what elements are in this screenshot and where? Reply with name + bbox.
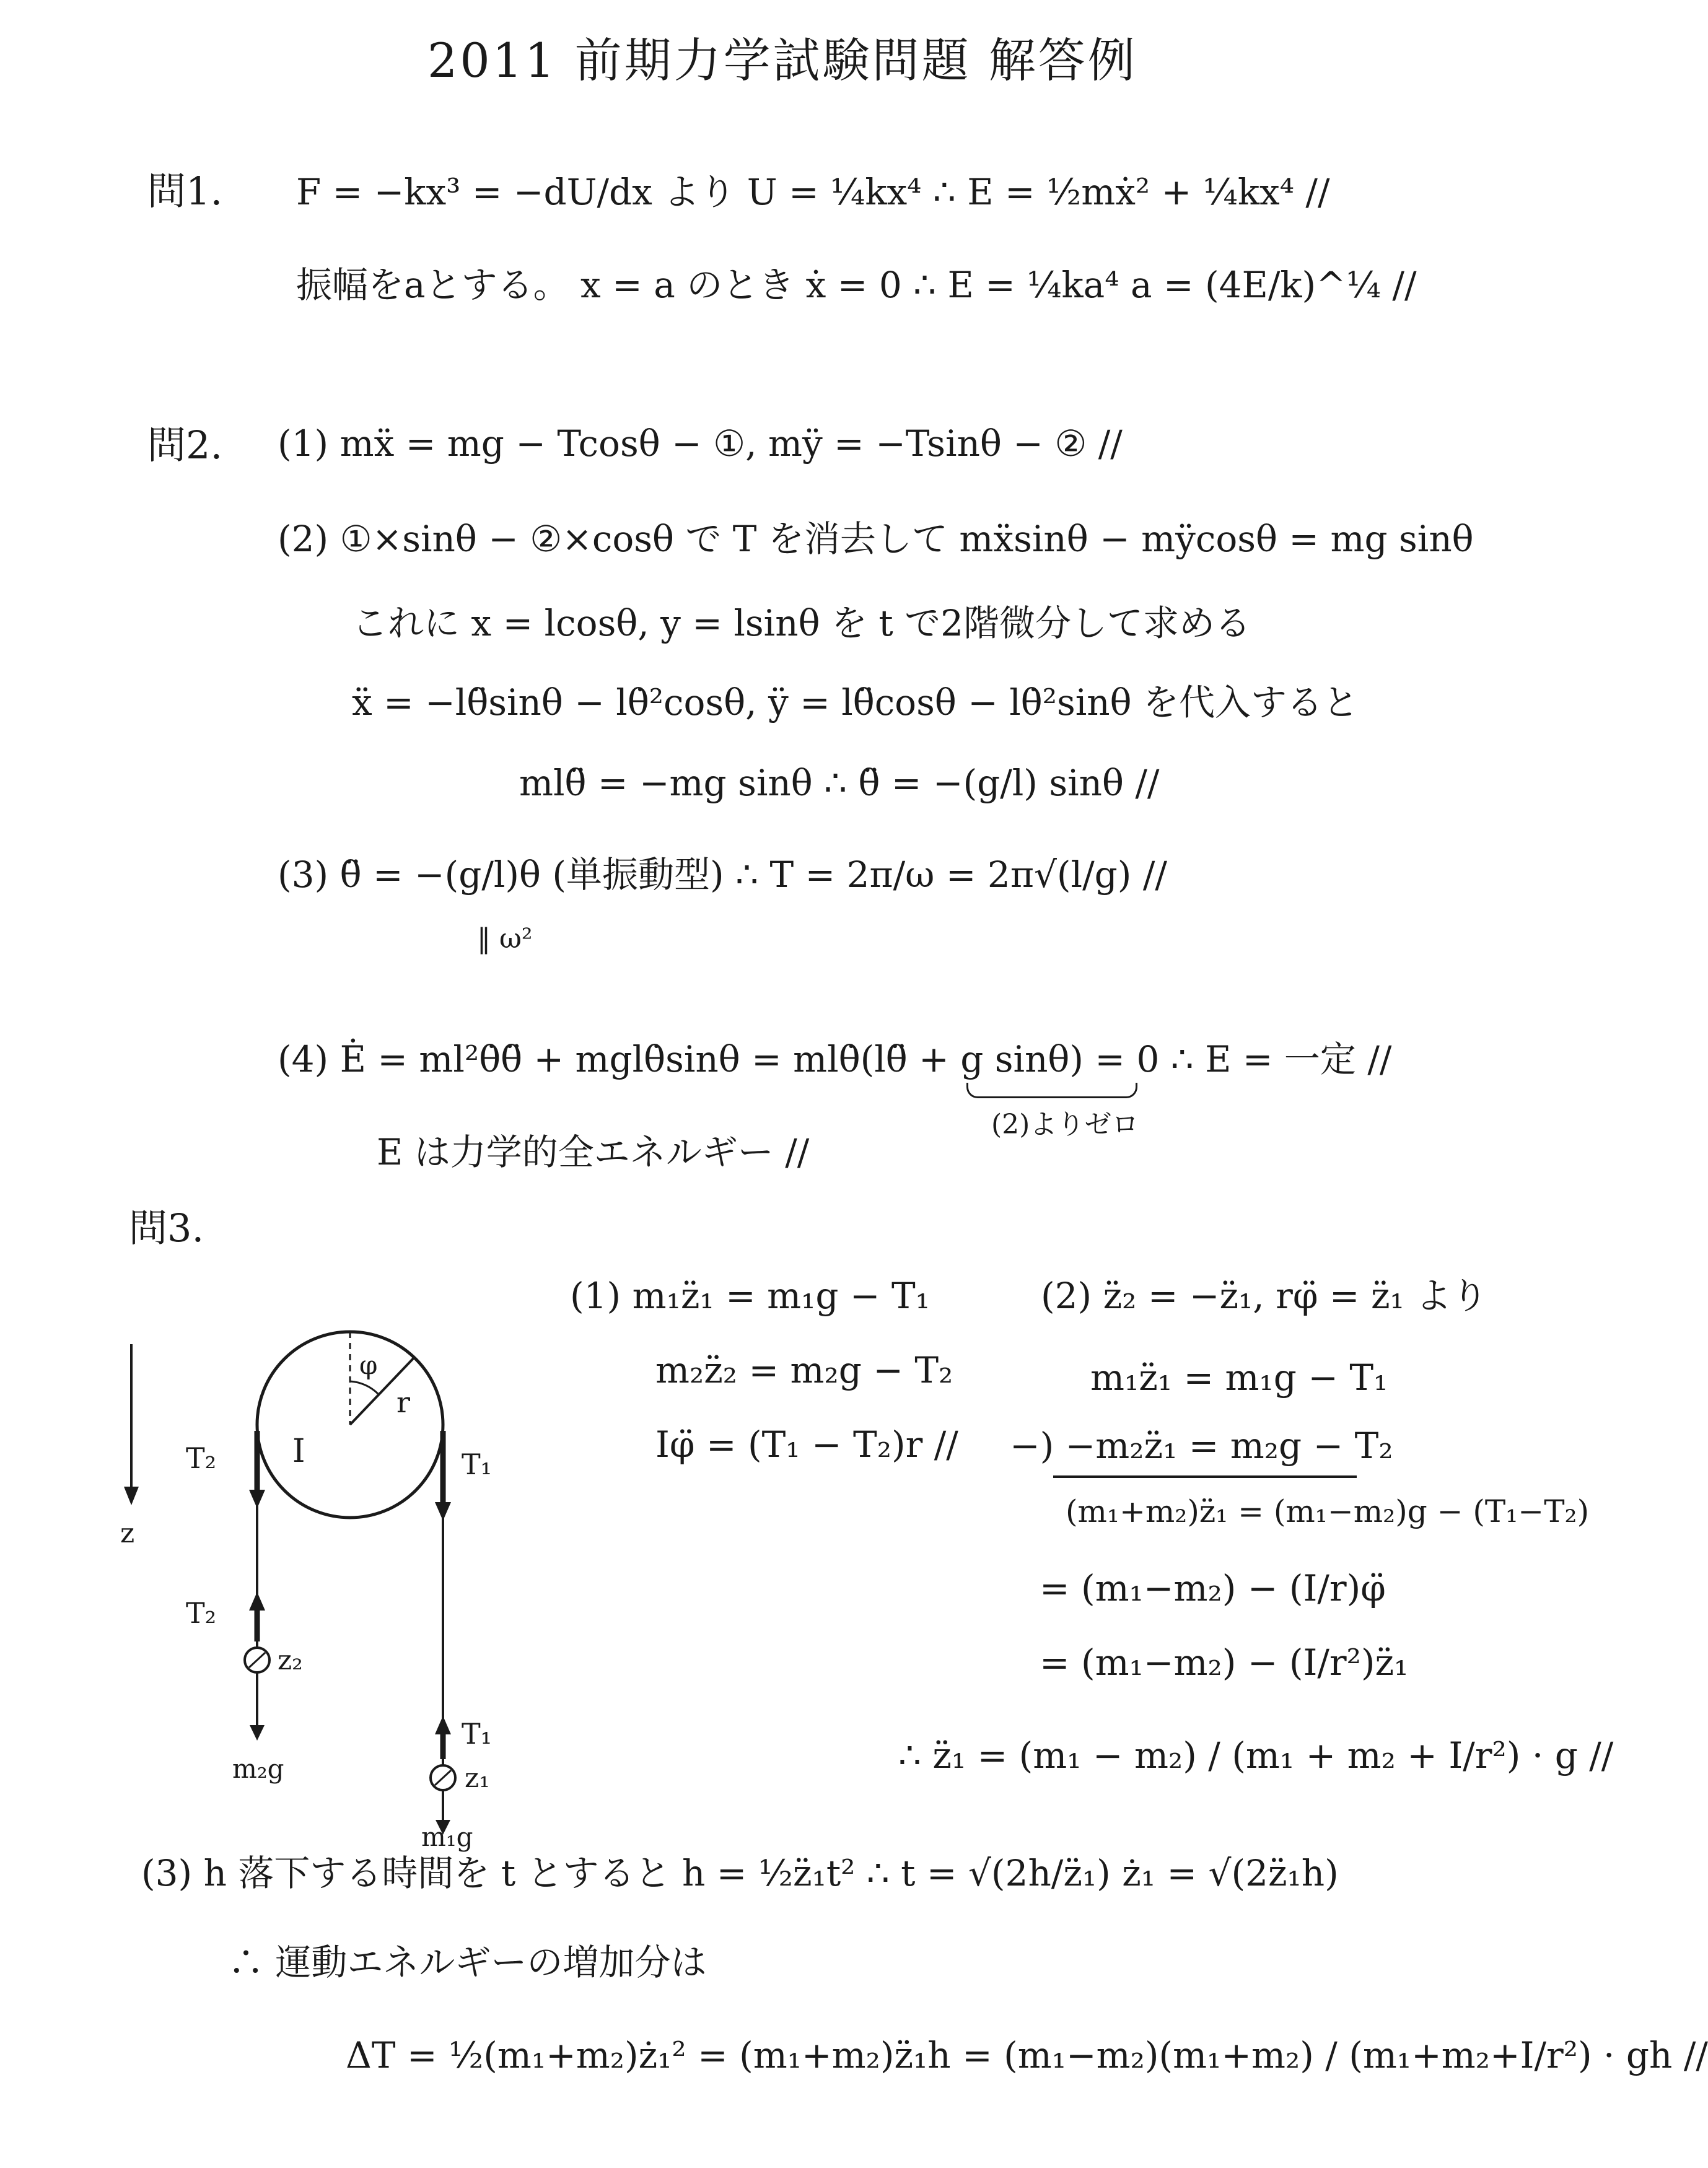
right-tension-label-bottom: T₁ <box>462 1717 493 1751</box>
q2-part3-note: ‖ ω² <box>477 923 533 955</box>
mass-1-position-label: z₁ <box>465 1762 490 1794</box>
radius-label: r <box>396 1386 410 1419</box>
q1-line1: F = −kx³ = −dU/dx より U = ¼kx⁴ ∴ E = ½mẋ² + ¼kx⁴ // <box>296 171 1330 213</box>
left-tension-label-top: T₂ <box>186 1441 217 1475</box>
inertia-label: I <box>292 1433 305 1470</box>
q2-part4-energy: E は力学的全エネルギー // <box>377 1131 810 1173</box>
left-tension-label-bottom: T₂ <box>186 1596 217 1630</box>
phi-arc <box>350 1381 378 1394</box>
q3-part1-eq1: (1) m₁z̈₁ = m₁g − T₁ <box>570 1275 930 1317</box>
mass-2-weight-label: m₂g <box>232 1754 284 1784</box>
q3-part2-line5: = (m₁−m₂) − (I/r)φ̈ <box>1040 1567 1386 1609</box>
mass-2-weight-arrowhead <box>250 1725 265 1741</box>
q2-part1: (1) mẍ = mg − Tcosθ − ①, mÿ = −Tsinθ − ② // <box>278 422 1123 465</box>
q3-part2-subtraction-rule <box>1053 1475 1357 1478</box>
right-tension-label-top: T₁ <box>462 1448 493 1481</box>
q1-line2: 振幅をaとする。 x = a のとき ẋ = 0 ∴ E = ¼ka⁴ a = (4E/k)^¼ // <box>296 264 1417 306</box>
q3-part2-result: ∴ z̈₁ = (m₁ − m₂) / (m₁ + m₂ + I/r²) · g // <box>898 1734 1614 1777</box>
q2-part2-line2: これに x = lcosθ, y = lsinθ を t で2階微分して求める <box>352 602 1251 644</box>
q1-label: 問1. <box>147 168 223 214</box>
q3-part1-eq2: m₂z̈₂ = m₂g − T₂ <box>655 1349 953 1391</box>
q2-part3: (3) θ̈ = −(g/l)θ (単振動型) ∴ T = 2π/ω = 2π√(l/g) // <box>278 854 1167 896</box>
q3-part3-line1: (3) h 落下する時間を t とすると h = ½z̈₁t² ∴ t = √(2h/z̈₁) ż₁ = √(2z̈₁h) <box>141 1852 1339 1894</box>
z-axis-arrowhead <box>124 1487 139 1505</box>
q2-part4-brace <box>966 1083 1137 1098</box>
pulley-diagram <box>112 1288 582 1852</box>
right-tension-arrowhead-down <box>435 1502 451 1521</box>
q3-part3-line2: ∴ 運動エネルギーの増加分は <box>228 1941 707 1983</box>
q3-label: 問3. <box>129 1205 204 1251</box>
q2-part2-result: mlθ̈ = −mg sinθ ∴ θ̈ = −(g/l) sinθ // <box>519 762 1160 804</box>
q2-part4-note: (2)よりゼロ <box>991 1109 1139 1140</box>
q3-part2-line4: (m₁+m₂)z̈₁ = (m₁−m₂)g − (T₁−T₂) <box>1066 1493 1590 1529</box>
q2-part2-line1: (2) ①×sinθ − ②×cosθ で T を消去して mẍsinθ − mÿcosθ = mg sinθ <box>278 518 1474 560</box>
left-tension-arrowhead-down <box>249 1490 265 1508</box>
q3-part2-line3: −) −m₂z̈₁ = m₂g − T₂ <box>1010 1425 1393 1467</box>
q3-part2-line6: = (m₁−m₂) − (I/r²)z̈₁ <box>1040 1641 1409 1684</box>
q2-label: 問2. <box>147 422 223 468</box>
q3-part2-line2: m₁z̈₁ = m₁g − T₁ <box>1090 1357 1388 1399</box>
q2-part2-line3: ẍ = −lθ̈sinθ − lθ̇²cosθ, ÿ = lθ̈cosθ − lθ̇²sinθ を代入すると <box>352 681 1359 723</box>
z-axis-label: z <box>120 1518 135 1549</box>
q3-part3-line3: ΔT = ½(m₁+m₂)ż₁² = (m₁+m₂)z̈₁h = (m₁−m₂)(m₁+m₂) / (m₁+m₂+I/r²) · gh // <box>346 2034 1708 2076</box>
q3-part1-eq3: Iφ̈ = (T₁ − T₂)r // <box>655 1423 958 1466</box>
mass-2-position-label: z₂ <box>278 1645 303 1676</box>
q3-part2-line1: (2) z̈₂ = −z̈₁, rφ̈ = z̈₁ より <box>1041 1275 1488 1317</box>
q2-part4: (4) Ė = ml²θ̇θ̈ + mglθ̇sinθ = mlθ̇(lθ̈ + g sinθ) = 0 ∴ E = 一定 // <box>278 1038 1392 1080</box>
phi-label: φ <box>359 1350 378 1380</box>
page-title: 2011 前期力学試験問題 解答例 <box>427 33 1137 88</box>
mass-1-weight-label: m₁g <box>421 1822 473 1852</box>
